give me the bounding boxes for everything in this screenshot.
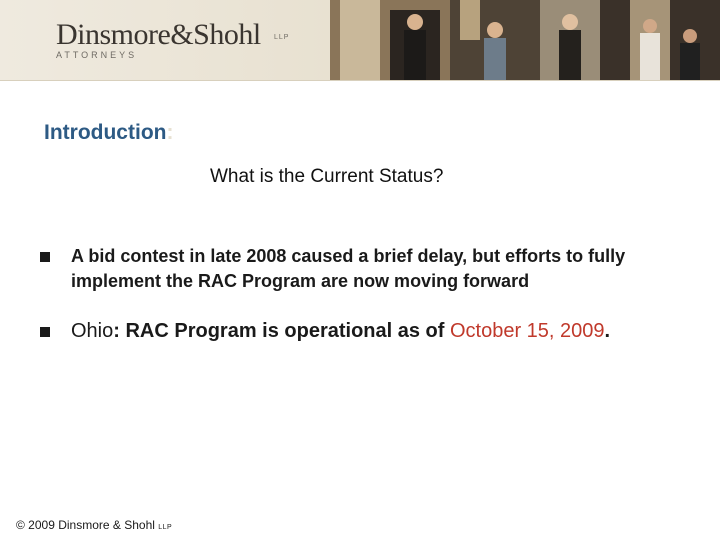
logo-name: Dinsmore&Shohl bbox=[56, 18, 261, 51]
bullet-square-icon bbox=[40, 252, 50, 262]
header-photo bbox=[330, 0, 720, 80]
bullet-item bbox=[40, 244, 680, 294]
logo-llp: LLP bbox=[274, 34, 290, 41]
bullet-square-icon bbox=[40, 327, 50, 337]
logo-area bbox=[0, 0, 330, 80]
header-banner bbox=[0, 0, 720, 81]
bullet-text-status: : RAC Program is operational as of bbox=[113, 320, 450, 342]
bullet-text-state: Ohio bbox=[71, 320, 114, 342]
bullet-text-date: October 15, 2009 bbox=[449, 320, 605, 342]
slide-subtitle: What is the Current Status? bbox=[210, 166, 444, 187]
bullet-list bbox=[40, 244, 680, 368]
bullet-text-end: . bbox=[604, 320, 611, 342]
footer-copyright: © 2009 Dinsmore & Shohl LLP bbox=[16, 518, 173, 532]
logo-subtitle: ATTORNEYS bbox=[56, 50, 138, 60]
slide-title: Introduction: bbox=[44, 121, 174, 144]
bullet-text: A bid contest in late 2008 caused a brief delay, but efforts to fully implement the RAC Program are now moving forward bbox=[71, 246, 626, 291]
firm-logo bbox=[56, 18, 306, 62]
bullet-item bbox=[40, 316, 680, 346]
